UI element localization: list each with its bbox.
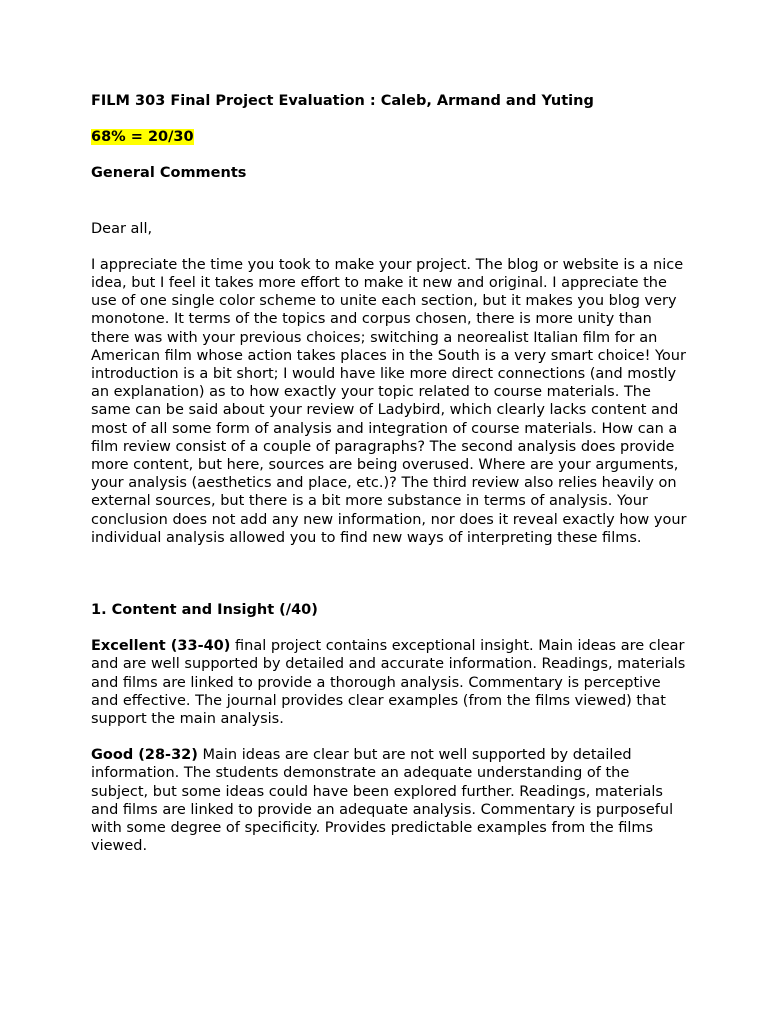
general-comments-heading: General Comments (91, 165, 247, 182)
document-title: FILM 303 Final Project Evaluation : Caleb, Armand and Yuting (91, 93, 594, 109)
criterion-text: Main ideas are clear but are not well supported by detailed information. The students demonstrate an adequate understanding of the subject, but some ideas could have been explored further. Readings, materials and films are linked to provide an adequate analysis. Commentary is purposeful with some degree of specificity. Provides predictable examples from the films viewed. (91, 747, 674, 855)
comments-paragraph: I appreciate the time you took to make your project. The blog or website is a nice idea, but I feel it takes more effort to make it new and original. I appreciate the use of one single color scheme to unite each section, but it makes you blog very monotone. It terms of the topics and corpus chosen, there is more unity than there was with your previous choices; switching a neorealist Italian film for an American film whose action takes places in the South is a very smart choice! Your introduction is a bit short; I would have like more direct connections (and mostly an explanation) as to how exactly your topic related to course materials. The same can be said about your review of Ladybird, which clearly lacks content and most of all some form of analysis and integration of course materials. How can a film review consist of a couple of paragraphs? The second analysis does provide more content, but here, sources are being overused. Where are your arguments, your analysis (aesthetics and place, etc.)? The third review also relies heavily on external sources, but there is a bit more substance in terms of analysis. Your conclusion does not add any new information, nor does it reveal exactly how your individual analysis allowed you to find new ways of interpreting these films. (91, 256, 687, 546)
grade-score (91, 128, 691, 146)
salutation: Dear all, (91, 220, 153, 237)
grade-score-highlight: 68% = 20/30 (91, 129, 194, 146)
document-body (91, 92, 691, 856)
criterion-excellent (91, 637, 691, 728)
criterion-good (91, 746, 691, 855)
criterion-level: Good (28-32) (91, 747, 198, 764)
criterion-text: final project contains exceptional insight. Main ideas are clear and are well supported by detailed and accurate information. Readings, materials and films are linked to provide a thorough analysis. Commentary is perceptive and effective. The journal provides clear examples (from the films viewed) that support the main analysis. (91, 638, 686, 728)
criteria-heading: 1. Content and Insight (/40) (91, 602, 318, 619)
criterion-level: Excellent (33-40) (91, 638, 231, 655)
